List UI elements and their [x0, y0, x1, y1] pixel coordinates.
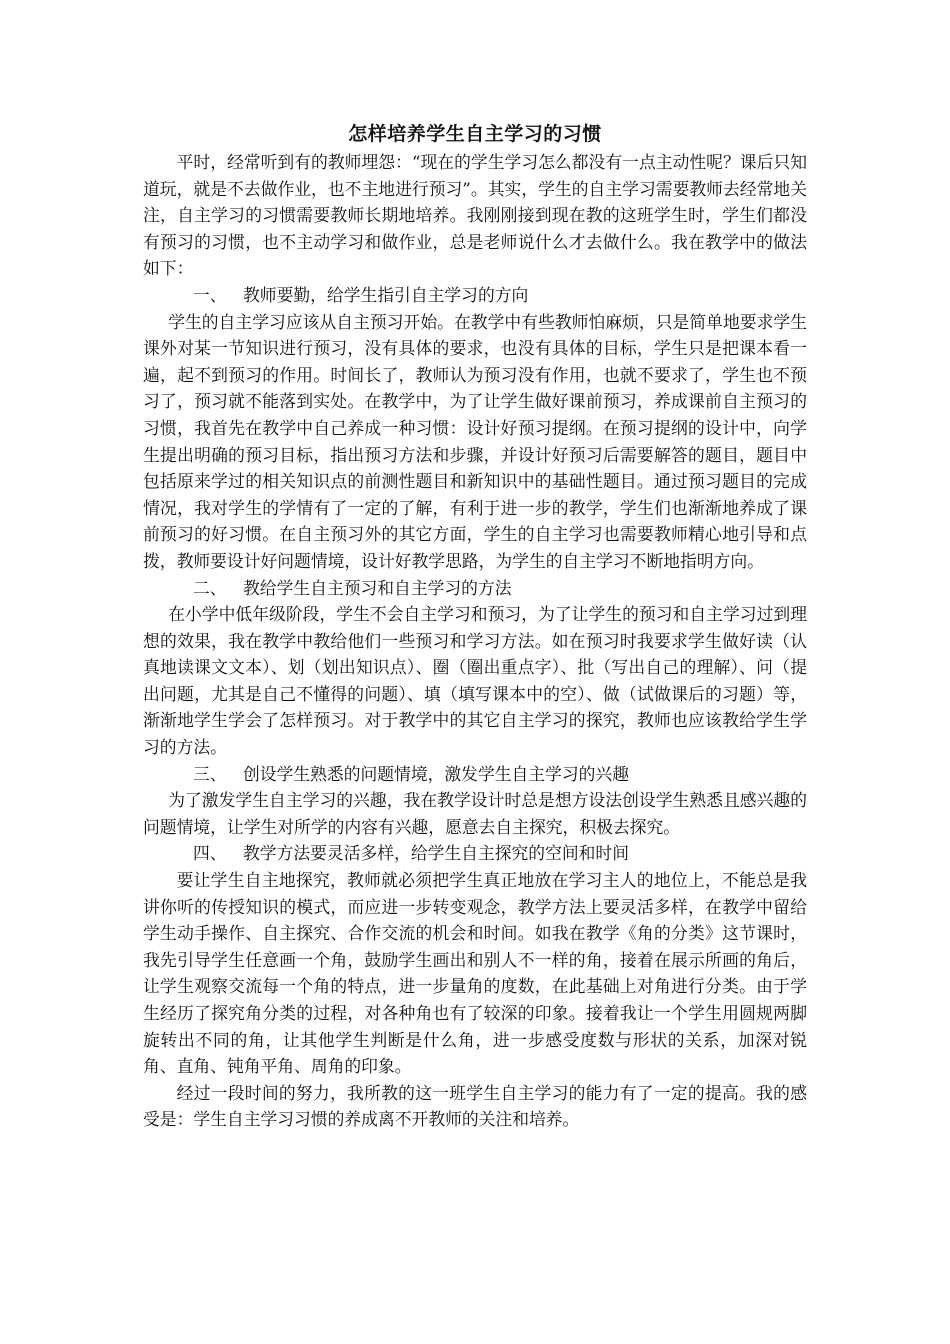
section-number: 二、 [193, 577, 227, 598]
conclusion-paragraph: 经过一段时间的努力，我所教的这一班学生自主学习的能力有了一定的提高。我的感受是：学生自主学习习惯的养成离不开教师的关注和培养。 [143, 1082, 807, 1130]
section-heading-1 [143, 282, 807, 309]
section-heading-text: 教给学生自主预习和自主学习的方法 [243, 577, 512, 598]
section-heading-text: 教学方法要灵活多样，给学生自主探究的空间和时间 [243, 843, 629, 864]
section-heading-text: 创设学生熟悉的问题情境，激发学生自主学习的兴趣 [243, 763, 629, 784]
section-heading-3 [143, 761, 807, 788]
section-body-1: 学生的自主学习应该从自主预习开始。在教学中有些教师怕麻烦，只是简单地要求学生课外对某一节知识进行预习，没有具体的要求，也没有具体的目标，学生只是把课本看一遍，起不到预习的作用。时间长了，教师认为预习没有作用，也就不要求了，学生也不预习了，预习就不能落到实处。在教学中，为了让学生做好课前预习，养成课前自主预习的习惯，我首先在教学中自己养成一种习惯：设计好预习提纲。在预习提纲的设计中，向学生提出明确的预习目标，指出预习方法和步骤，并设计好预习后需要解答的题目，题目中包括原来学过的相关知识点的前测性题目和新知识中的基础性题目。通过预习题目的完成情况，我对学生的学情有了一定的了解，有利于进一步的教学，学生们也渐渐地养成了课前预习的好习惯。在自主预习外的其它方面，学生的自主学习也需要教师精心地引导和点拨，教师要设计好问题情境，设计好教学思路，为学生的自主学习不断地指明方向。 [143, 311, 807, 571]
section-body-3: 为了激发学生自主学习的兴趣，我在教学设计时总是想方设法创设学生熟悉且感兴趣的问题情境，让学生对所学的内容有兴趣，愿意去自主探究，积极去探究。 [143, 790, 807, 837]
section-heading-4 [143, 840, 807, 867]
section-number: 一、 [193, 284, 227, 305]
section-number: 四、 [193, 843, 227, 864]
section-heading-2 [143, 575, 807, 602]
document-body [143, 120, 807, 1133]
section-heading-text: 教师要勤，给学生指引自主学习的方向 [243, 284, 529, 305]
document-title: 怎样培养学生自主学习的习惯 [348, 123, 602, 145]
section-number: 三、 [193, 763, 227, 784]
intro-paragraph: 平时，经常听到有的教师埋怨：“现在的学生学习怎么都没有一点主动性呢？课后只知道玩，就是不去做作业，也不主地进行预习”。其实，学生的自主学习需要教师去经常地关注，自主学习的习惯需要教师长期地培养。我刚刚接到现在教的这班学生时，学生们都没有预习的习惯，也不主动学习和做作业，总是老师说什么才去做什么。我在教学中的做法如下： [143, 152, 807, 279]
section-body-2: 在小学中低年级阶段，学生不会自主学习和预习，为了让学生的预习和自主学习过到理想的效果，我在教学中教给他们一些预习和学习方法。如在预习时我要求学生做好读（认真地读课文文本）、划（划出知识点）、圈（圈出重点字）、批（写出自己的理解）、问（提出问题，尤其是自己不懂得的问题）、填（填写课本中的空）、做（试做课后的习题）等，渐渐地学生学会了怎样预习。对于教学中的其它自主学习的探究，教师也应该教给学生学习的方法。 [143, 604, 807, 758]
section-body-4: 要让学生自主地探究，教师就必须把学生真正地放在学习主人的地位上，不能总是我讲你听的传授知识的模式，而应进一步转变观念，教学方法上要灵活多样，在教学中留给学生动手操作、自主探究、合作交流的机会和时间。如我在教学《角的分类》这节课时，我先引导学生任意画一个角，鼓励学生画出和别人不一样的角，接着在展示所画的角后，让学生观察交流每一个角的特点，进一步量角的度数，在此基础上对角进行分类。由于学生经历了探究角分类的过程，对各种角也有了较深的印象。接着我让一个学生用圆规两脚旋转出不同的角，让其他学生判断是什么角，进一步感受度数与形状的关系，加深对锐角、直角、钝角平角、周角的印象。 [143, 870, 807, 1077]
